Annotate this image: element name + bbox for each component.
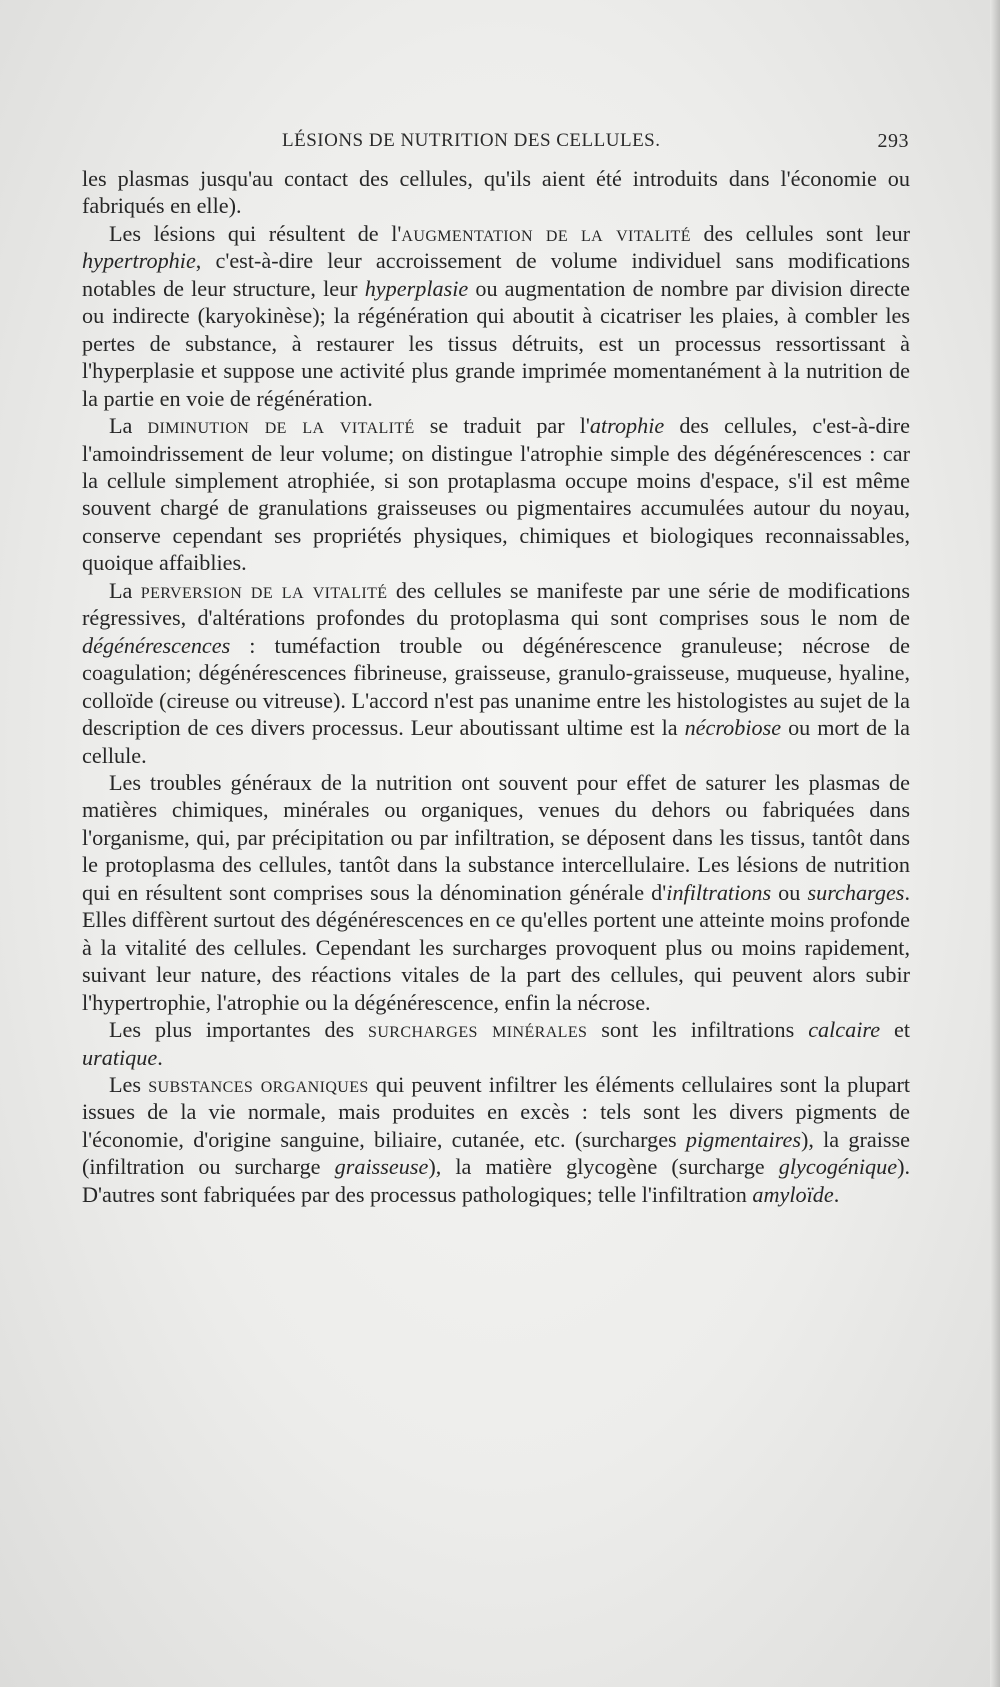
paragraph — [82, 577, 910, 769]
italic-term: infiltrations — [666, 879, 772, 905]
text-run: ), la matière glycogène (surcharge — [428, 1154, 779, 1180]
text-run: : tuméfaction trouble ou dégénérescence granuleuse; nécrose de coagulation; dégénérescences fibrineuse, graisseuse, granulo-graisseuse, muqueuse, hyaline, colloïde (cireuse ou vitreuse). L'accord n'est pas unanime entre les histologistes au sujet de la description de ces divers processus. Leur aboutissant ultime est la — [82, 632, 910, 741]
small-caps-term: augmentation de la vitalité — [401, 220, 691, 246]
text-run: Les plus importantes des — [109, 1017, 369, 1043]
text-run: se traduit par l' — [414, 413, 590, 439]
italic-term: atrophie — [589, 413, 665, 439]
text-run: des cellules, c'est-à-dire l'amoindrissement de leur volume; on distingue l'atrophie simple des dégénérescences : car la cellule simplement atrophiée, si son protaplasma occupe moins d'espace, s'il est même souvent chargé de granulations graisseuses ou pigmentaires accumulées autour du noyau, conserve cependant ses propriétés physiques, chimiques et biologiques reconnaissables, quoique affaiblies. — [82, 413, 910, 576]
text-run: La — [109, 577, 141, 603]
text-run: qui peuvent infiltrer les éléments cellulaires sont la plupart issues de la vie normale, mais produites en excès : tels sont les divers pigments de l'économie, d'origine sanguine, biliaire, cutanée, etc. (surcharges — [82, 1071, 910, 1152]
small-caps-term: surcharges minérales — [368, 1017, 588, 1043]
text-run: ou mort de la cellule. — [82, 715, 910, 768]
italic-term: uratique — [82, 1044, 158, 1070]
body-text — [82, 165, 910, 1208]
paragraph — [82, 220, 910, 412]
small-caps-term: diminution de la vitalité — [147, 413, 415, 439]
text-run: . — [157, 1044, 163, 1070]
text-run: . — [833, 1181, 840, 1207]
small-caps-term: perversion de la vitalité — [140, 577, 388, 603]
text-run: . Elles diffèrent surtout des dégénérescences en ce qu'elles portent une atteinte moins profonde à la vitalité des cellules. Cependant les surcharges provoquent plus ou moins rapidement, suivant leur nature, des réactions vitales de la part des cellules, qui peuvent alors subir l'hypertrophie, l'atrophie ou la dégénérescence, enfin la nécrose. — [82, 879, 910, 1015]
text-run: , c'est-à-dire leur accroissement de volume individuel sans modifications notables de leur structure, leur — [82, 248, 910, 301]
page-edge-shadow — [990, 0, 1000, 1687]
text-run: des cellules se manifeste par une série de modifications régressives, d'altérations profondes du protoplasma qui sont comprises sous le nom de — [82, 577, 910, 631]
italic-term: nécrobiose — [684, 715, 782, 741]
text-run: Les lésions qui résultent de l' — [109, 220, 402, 246]
text-run: Les — [109, 1071, 149, 1097]
paragraph — [82, 769, 910, 1016]
paragraph — [82, 412, 910, 577]
italic-term: calcaire — [808, 1017, 881, 1043]
italic-term: hyperplasie — [364, 275, 469, 301]
italic-term: surcharges — [807, 879, 905, 905]
text-run: sont les infiltrations — [587, 1017, 809, 1043]
page-number: 293 — [877, 130, 909, 152]
text-run: ). D'autres sont fabriquées par des processus pathologiques; telle l'infiltration — [82, 1154, 910, 1207]
italic-term: hypertrophie — [82, 248, 196, 274]
italic-term: pigmentaires — [685, 1126, 801, 1152]
text-run: ), la graisse (infiltration ou surcharge — [82, 1126, 911, 1180]
small-caps-term: substances organiques — [148, 1071, 369, 1097]
text-run: La — [109, 413, 148, 439]
paragraph — [82, 1071, 910, 1208]
italic-term: graisseuse — [334, 1154, 429, 1180]
text-run: ou augmentation de nombre par division directe ou indirecte (karyokinèse); la régénération qui aboutit à cicatriser les plaies, à combler les pertes de substance, à restaurer les tissus détruits, est un processus ressortissant à l'hyperplasie et suppose une activité plus grande imprimée momentanément à la nutrition de la partie en voie de régénération. — [82, 275, 911, 411]
text-run: Les troubles généraux de la nutrition ont souvent pour effet de saturer les plasmas de matières chimiques, minérales ou organiques, venues du dehors ou fabriquées dans l'organisme, qui, par précipitation ou par infiltration, se déposent dans les tissus, tantôt dans le protoplasma des cellules, tantôt dans la substance intercellulaire. Les lésions de nutrition qui en résultent sont comprises sous la dénomination générale d' — [82, 769, 910, 905]
text-run: ou — [771, 879, 808, 905]
text-run: des cellules sont leur — [690, 220, 910, 246]
italic-term: amyloïde — [752, 1181, 834, 1207]
italic-term: glycogénique — [778, 1154, 898, 1180]
text-run: les plasmas jusqu'au contact des cellules, qu'ils aient été introduits dans l'économie ou fabriqués en elle). — [82, 166, 910, 219]
paragraph — [82, 1016, 910, 1071]
running-header — [82, 126, 909, 156]
italic-term: dégénérescences — [82, 632, 231, 658]
paragraph — [82, 165, 910, 220]
text-run: et — [880, 1017, 910, 1043]
running-title: LÉSIONS DE NUTRITION DES CELLULES. — [282, 130, 661, 151]
